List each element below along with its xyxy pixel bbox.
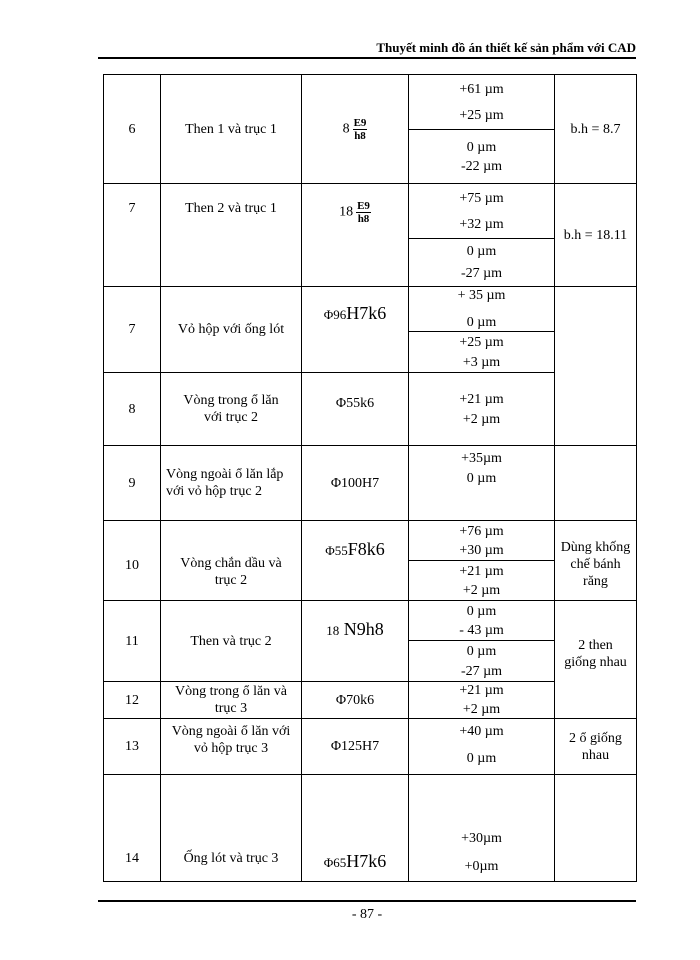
lower-deviation: +0µm [464, 859, 499, 874]
footer-rule [98, 900, 636, 902]
fit-fraction [353, 117, 368, 142]
shaft-deviation-cell [409, 332, 555, 373]
lower-deviation: +2 µm [462, 411, 501, 427]
fit-prefix: 8 [342, 121, 350, 137]
hole-deviation-cell [409, 184, 555, 239]
upper-deviation: +61 µm [459, 81, 504, 97]
fit-denominator: h8 [354, 129, 366, 142]
fit-designation: Φ70k6 [302, 682, 409, 719]
lower-deviation: +2 µm [462, 582, 501, 598]
lower-deviation: +30 µm [459, 542, 504, 558]
hole-deviation-cell [409, 287, 555, 332]
joint-name: Vòng trong ổ lăn và trục 3 [161, 682, 302, 719]
row-number: 6 [104, 75, 161, 184]
joint-name: Vỏ hộp với ống lót [161, 287, 302, 373]
lower-deviation: -27 µm [460, 266, 503, 281]
hole-deviation-cell [409, 601, 555, 641]
note: 2 then giống nhau [555, 601, 637, 719]
upper-deviation: 0 µm [466, 643, 497, 659]
joint-name: Then 1 và trục 1 [161, 75, 302, 184]
fit-designation: Φ100H7 [302, 446, 409, 521]
fit-prefix: Φ65 [323, 855, 347, 870]
upper-deviation: 0 µm [466, 139, 497, 155]
row-number: 7 [104, 184, 161, 287]
fit-numerator: E9 [357, 200, 370, 212]
row-number: 8 [104, 373, 161, 446]
lower-deviation: +3 µm [462, 354, 501, 370]
deviation-cell [409, 682, 555, 719]
lower-deviation: -27 µm [460, 663, 503, 679]
upper-deviation: +76 µm [459, 523, 504, 539]
note: b.h = 8.7 [555, 75, 637, 184]
joint-name: Vòng ngoài ổ lăn với vỏ hộp trục 3 [161, 719, 302, 775]
fit-designation: Φ55k6 [302, 373, 409, 446]
shaft-deviation-cell [409, 130, 555, 184]
lower-deviation: -22 µm [460, 158, 503, 174]
upper-deviation: 0 µm [466, 244, 497, 259]
joint-name: Vòng chắn dầu và trục 2 [161, 521, 302, 601]
joint-name: Ống lót và trục 3 [161, 775, 302, 882]
row-number: 11 [104, 601, 161, 682]
fit-code: N9h8 [343, 619, 384, 639]
upper-deviation: +40 µm [459, 724, 504, 739]
page-number: - 87 - [351, 907, 383, 922]
lower-deviation: +2 µm [462, 702, 501, 717]
row-number: 13 [104, 719, 161, 775]
fit-designation [302, 521, 409, 601]
fit-prefix: 18 [339, 204, 354, 220]
row-number: 12 [104, 682, 161, 719]
upper-deviation: +35µm [461, 451, 502, 466]
lower-deviation: +32 µm [459, 216, 504, 232]
shaft-deviation-cell [409, 641, 555, 682]
upper-deviation: +21 µm [459, 683, 504, 698]
upper-deviation: +25 µm [459, 334, 504, 350]
upper-deviation: +30µm [461, 831, 502, 846]
joint-name: Vòng trong ổ lăn với trục 2 [161, 373, 302, 446]
row-number: 9 [104, 446, 161, 521]
fit-designation [302, 775, 409, 882]
shaft-deviation-cell [409, 561, 555, 601]
deviation-cell [409, 775, 555, 882]
note-empty [555, 446, 637, 521]
note: Dùng khống chế bánh răng [555, 521, 637, 601]
fit-prefix: Φ96 [323, 307, 347, 322]
shaft-deviation-cell [409, 239, 555, 287]
fit-fraction [356, 200, 371, 225]
fit-code: H7k6 [346, 303, 387, 323]
note: b.h = 18.11 [555, 184, 637, 287]
row-number: 7 [104, 287, 161, 373]
note-empty [555, 775, 637, 882]
fit-code: F8k6 [347, 539, 385, 559]
hole-deviation-cell [409, 75, 555, 130]
upper-deviation: + 35 µm [457, 288, 506, 303]
fit-designation [302, 184, 409, 287]
upper-deviation: +21 µm [459, 391, 504, 407]
joint-name: Vòng ngoài ổ lăn lắp với vỏ hộp trục 2 [161, 446, 302, 521]
fit-prefix: Φ55 [325, 543, 348, 558]
note: 2 ổ giống nhau [555, 719, 637, 775]
fit-designation [302, 601, 409, 682]
lower-deviation: - 43 µm [459, 622, 504, 638]
row-number: 14 [104, 775, 161, 882]
fit-designation [302, 75, 409, 184]
fit-numerator: E9 [353, 116, 367, 129]
header-rule [98, 57, 636, 59]
joint-name: Then và trục 2 [161, 601, 302, 682]
lower-deviation: 0 µm [466, 471, 497, 486]
lower-deviation: +25 µm [459, 107, 504, 123]
upper-deviation: 0 µm [466, 603, 497, 619]
row-number: 10 [104, 521, 161, 601]
upper-deviation: +75 µm [459, 190, 504, 206]
fit-denominator: h8 [357, 213, 370, 225]
document-header: Thuyết minh đồ án thiết kế sản phẩm với CAD [376, 40, 636, 55]
fit-designation [302, 287, 409, 373]
upper-deviation: +21 µm [459, 563, 504, 579]
deviation-cell [409, 446, 555, 521]
fit-designation: Φ125H7 [302, 719, 409, 775]
fit-code: H7k6 [346, 851, 387, 871]
tolerance-table [103, 74, 637, 882]
deviation-cell [409, 373, 555, 446]
fit-prefix: 18 [326, 623, 340, 638]
note-empty [555, 287, 637, 446]
joint-name: Then 2 và trục 1 [161, 184, 302, 287]
lower-deviation: 0 µm [466, 315, 497, 330]
deviation-cell [409, 719, 555, 775]
lower-deviation: 0 µm [466, 751, 497, 766]
hole-deviation-cell [409, 521, 555, 561]
